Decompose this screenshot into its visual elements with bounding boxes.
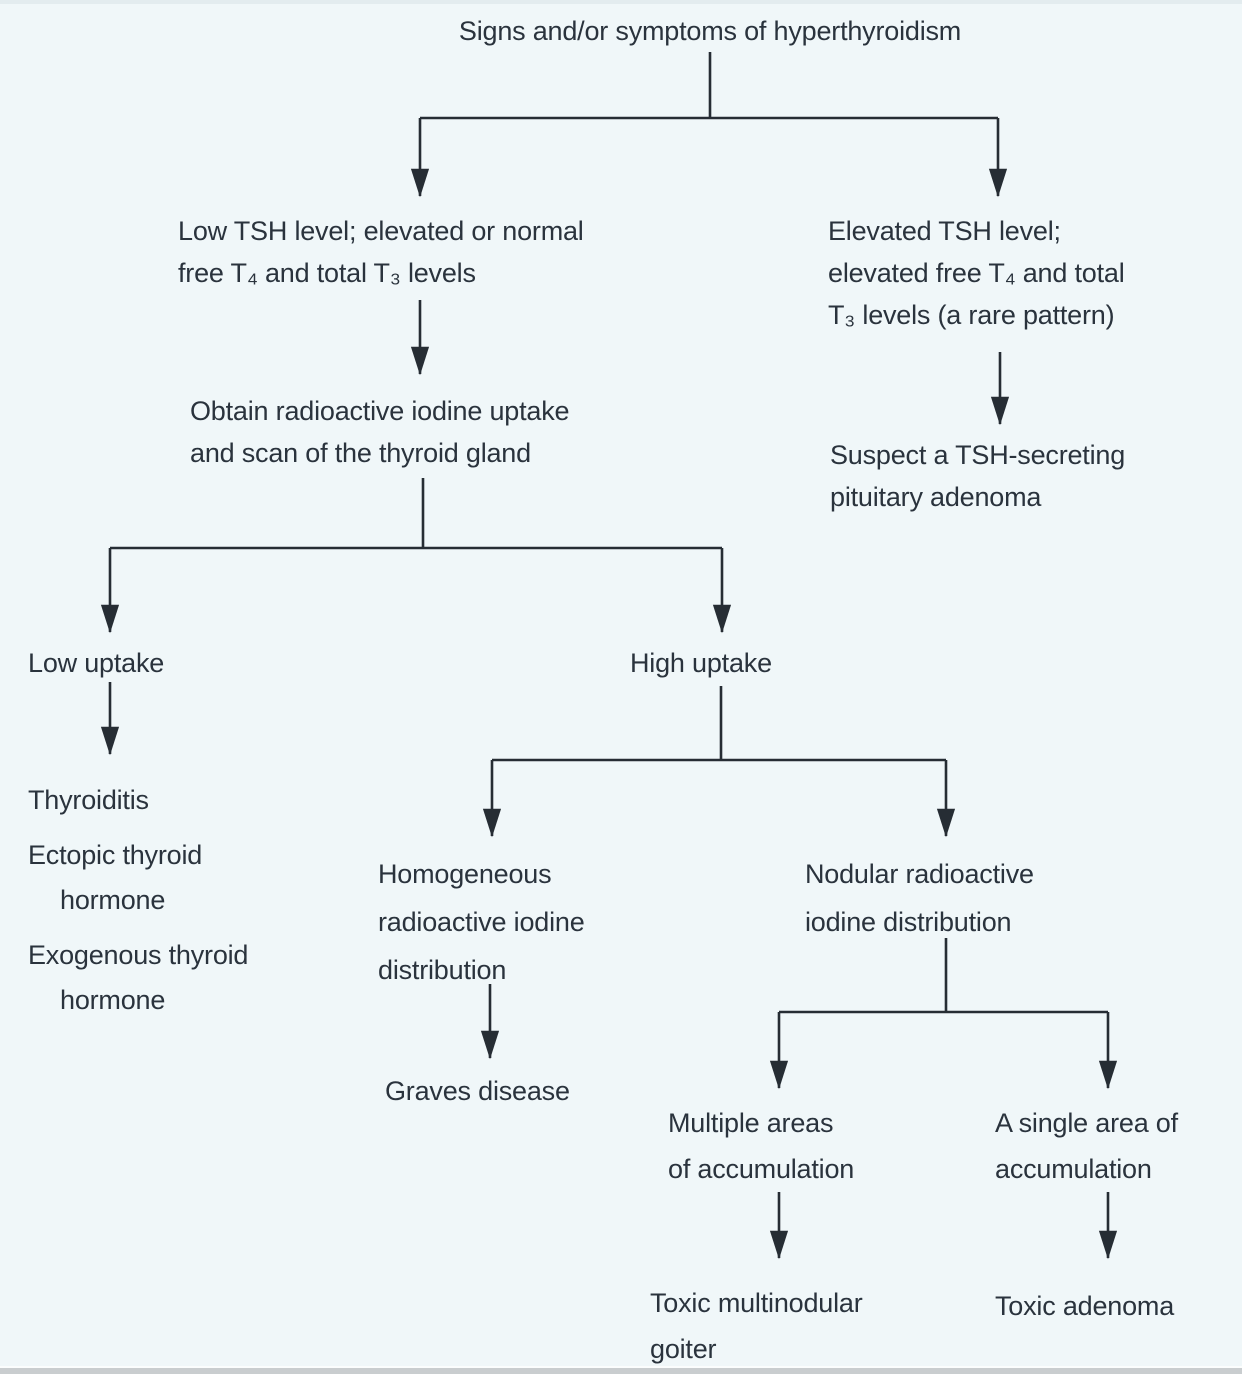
node-multiple-areas-line1: Multiple areas xyxy=(668,1108,834,1138)
node-homogeneous-line1: Homogeneous xyxy=(378,859,552,889)
node-homogeneous xyxy=(378,850,585,994)
node-toxic-multinodular xyxy=(650,1280,863,1372)
cause-ectopic-line1: Ectopic thyroid xyxy=(28,840,203,870)
node-low-uptake-causes xyxy=(28,778,248,1033)
node-title: Signs and/or symptoms of hyperthyroidism xyxy=(458,16,962,46)
node-suspect-adenoma-line2: pituitary adenoma xyxy=(830,482,1042,512)
cause-ectopic xyxy=(28,833,248,923)
node-low-tsh-line1: Low TSH level; elevated or normal xyxy=(178,216,584,246)
node-toxic-multinodular-line1: Toxic multinodular xyxy=(650,1288,863,1318)
node-nodular-line2: iodine distribution xyxy=(805,907,1012,937)
node-nodular xyxy=(805,850,1034,946)
connector-highuptake-split xyxy=(492,686,946,760)
node-multiple-areas-line2: of accumulation xyxy=(668,1154,855,1184)
node-elevated-tsh-line1: Elevated TSH level; xyxy=(828,216,1061,246)
node-obtain-scan-line2: and scan of the thyroid gland xyxy=(190,438,531,468)
cause-exogenous xyxy=(28,933,248,1023)
node-suspect-adenoma-line1: Suspect a TSH-secreting xyxy=(830,440,1126,470)
node-elevated-tsh xyxy=(828,210,1125,336)
node-single-area-line1: A single area of xyxy=(995,1108,1178,1138)
node-elevated-tsh-line3: T₃ levels (a rare pattern) xyxy=(828,300,1115,330)
cause-ectopic-line2: hormone xyxy=(60,885,166,915)
node-single-area-line2: accumulation xyxy=(995,1154,1152,1184)
node-nodular-line1: Nodular radioactive xyxy=(805,859,1034,889)
node-low-tsh xyxy=(178,210,584,294)
cause-exogenous-line1: Exogenous thyroid xyxy=(28,940,249,970)
node-homogeneous-line3: distribution xyxy=(378,955,507,985)
node-obtain-scan xyxy=(190,390,569,474)
cause-thyroiditis-line1: Thyroiditis xyxy=(28,785,149,815)
node-suspect-adenoma xyxy=(830,434,1125,518)
connector-scan-split xyxy=(110,478,722,548)
node-single-area xyxy=(995,1100,1178,1192)
cause-thyroiditis xyxy=(28,778,248,823)
node-multiple-areas xyxy=(668,1100,854,1192)
node-toxic-multinodular-line2: goiter xyxy=(650,1334,717,1364)
scan-bottom-edge xyxy=(0,1366,1242,1374)
node-homogeneous-line2: radioactive iodine xyxy=(378,907,585,937)
node-low-uptake: Low uptake xyxy=(28,648,165,678)
node-low-tsh-line2: free T₄ and total T₃ levels xyxy=(178,258,476,288)
connector-title-split xyxy=(420,52,998,118)
connector-nodular-split xyxy=(779,938,1108,1012)
node-toxic-adenoma: Toxic adenoma xyxy=(995,1291,1175,1321)
cause-exogenous-line2: hormone xyxy=(60,985,166,1015)
node-high-uptake: High uptake xyxy=(630,648,772,678)
node-graves-disease: Graves disease xyxy=(385,1076,570,1106)
node-elevated-tsh-line2: elevated free T₄ and total xyxy=(828,258,1125,288)
node-obtain-scan-line1: Obtain radioactive iodine uptake xyxy=(190,396,570,426)
